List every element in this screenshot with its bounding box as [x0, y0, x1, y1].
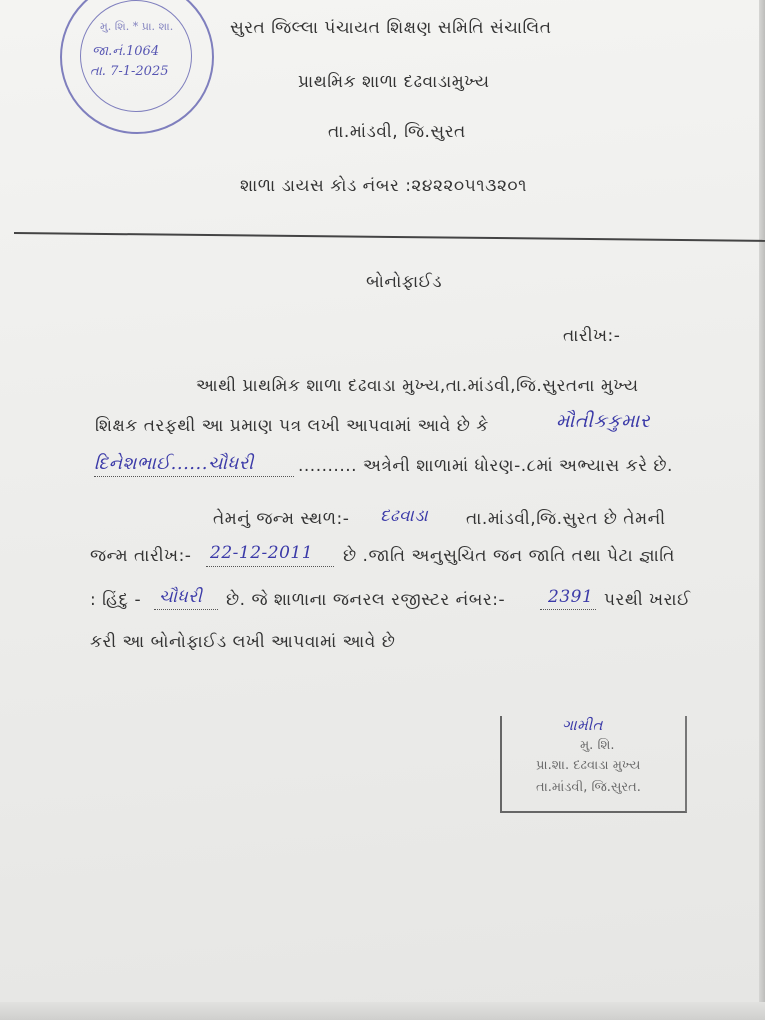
headmaster-signature: ગામીત [562, 716, 603, 734]
header-line-3: તા.માંડવી, જિ.સુરત [328, 122, 466, 142]
seal-line-1: મુ. શિ. [580, 738, 615, 753]
stamp-inward-number: જા.નં.1064 [92, 44, 160, 59]
date-label: તારીખ:- [563, 326, 621, 346]
para2-line3-post: પરથી ખરાઈ [604, 590, 691, 610]
para2-line3-pre: : હિંદુ - [90, 590, 142, 610]
para1-line3: .......... અત્રેની શાળામાં ધોરણ-.૮માં અભ્યાસ કરે છે. [298, 456, 673, 476]
para2-line1-post: તા.માંડવી,જિ.સુરત છે તેમની [466, 509, 666, 529]
dise-code: શાળા ડાયસ કોડ નંબર :૨૪૨૨૦૫૧૩૨૦૧ [240, 176, 527, 196]
certificate-title: બોનોફાઈડ [366, 272, 443, 292]
para2-line1-pre: તેમનું જન્મ સ્થળ:- [213, 509, 350, 529]
birth-date-dotted-line [206, 566, 334, 567]
seal-line-3: તા.માંડવી, જિ.સુરત. [536, 780, 641, 795]
stamp-ring-text: મુ. શિ. * પ્રા. શા. [100, 20, 174, 33]
para2-line2-post: છે .જાતિ અનુસુચિત જન જાતિ તથા પેટા જ્ઞાતિ [343, 546, 675, 566]
header-line-2: પ્રાથમિક શાળા દઢવાડામુખ્ય [298, 72, 490, 92]
para1-line2: શિક્ષક તરફથી આ પ્રમાણ પત્ર લખી આપવામાં આવે છે કે [95, 416, 489, 436]
page-bottom-edge [0, 1002, 765, 1020]
birth-place: દઢવાડા [380, 506, 429, 526]
seal-line-2: પ્રા.શા. દઢવાડા મુખ્ય [536, 758, 641, 773]
headmaster-seal [500, 716, 687, 813]
birth-date: 22-12-2011 [210, 543, 314, 563]
para2-line3-mid: છે. જે શાળાના જનરલ રજીસ્ટર નંબર:- [226, 590, 506, 610]
name-dotted-line [94, 476, 294, 477]
para1-line1: આથી પ્રાથમિક શાળા દઢવાડા મુખ્ય,તા.માંડવી,જિ.સુરતના મુખ્ય [196, 376, 639, 396]
student-name-rest: દિનેશભાઈ......ચૌધરી [94, 453, 254, 474]
para2-line2-pre: જન્મ તારીખ:- [90, 546, 192, 566]
register-dotted-line [540, 609, 596, 610]
stamp-date: તા. 7-1-2025 [90, 64, 169, 79]
header-line-1: સુરત જિલ્લા પંચાયત શિક્ષણ સમિતિ સંચાલિત [230, 18, 552, 38]
student-first-name: મૌતીકકુમાર [556, 410, 651, 432]
para2-line4: કરી આ બોનોફાઈડ લખી આપવામાં આવે છે [90, 632, 396, 652]
page-edge [759, 0, 765, 1020]
sub-caste: ચૌધરી [159, 587, 203, 607]
register-number: 2391 [548, 587, 594, 607]
sub-caste-dotted-line [154, 609, 218, 610]
